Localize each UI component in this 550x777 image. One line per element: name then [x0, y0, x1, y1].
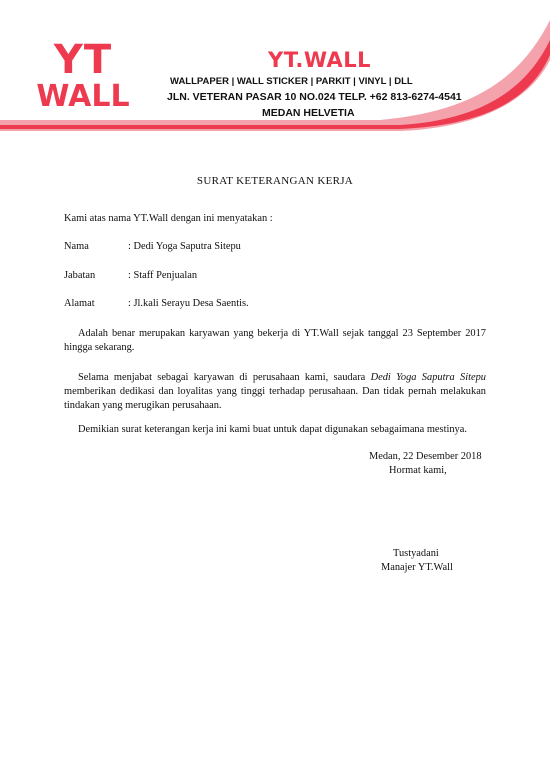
paragraph-dedication	[64, 371, 486, 413]
logo-text-bottom: WALL	[36, 79, 130, 114]
field-label: Jabatan	[64, 270, 96, 281]
company-logo	[30, 37, 136, 118]
field-row-address	[64, 298, 249, 309]
letter-date: Medan, 22 Desember 2018	[369, 451, 482, 462]
company-city: MEDAN HELVETIA	[262, 107, 355, 119]
logo-text-top: YT	[53, 37, 113, 83]
field-value: : Dedi Yoga Saputra Sitepu	[128, 241, 241, 252]
field-value: : Staff Penjualan	[128, 270, 198, 281]
field-row-position	[64, 270, 197, 281]
paragraph-text: Selama menjabat sebagai karyawan di perusahaan kami, saudara	[78, 372, 371, 383]
signer-role: Manajer YT.Wall	[381, 562, 453, 573]
field-row-name	[64, 241, 241, 252]
field-label: Nama	[64, 241, 89, 252]
field-value: : Jl.kali Serayu Desa Saentis.	[128, 298, 249, 309]
employee-name-italic: Dedi Yoga Saputra Sitepu	[370, 372, 486, 383]
company-tagline: WALLPAPER | WALL STICKER | PARKIT | VINYL | DLL	[170, 76, 413, 87]
paragraph-employment: Adalah benar merupakan karyawan yang bekerja di YT.Wall sejak tanggal 23 September 2017 hingga sekarang.	[64, 328, 486, 353]
letter-greeting: Hormat kami,	[389, 465, 447, 476]
signer-name: Tustyadani	[393, 548, 439, 559]
letter-intro: Kami atas nama YT.Wall dengan ini menyatakan :	[64, 213, 273, 224]
brand-name: YT.WALL	[268, 48, 372, 72]
paragraph-closing: Demikian surat keterangan kerja ini kami buat untuk dapat digunakan sebagaimana mestinya.	[78, 424, 467, 435]
company-address: JLN. VETERAN PASAR 10 NO.024 TELP. +62 813-6274-4541	[167, 91, 462, 103]
field-label: Alamat	[64, 298, 95, 309]
paragraph-text: memberikan dedikasi dan loyalitas yang tinggi terhadap perusahaan. Dan tidak pernah melakukan tindakan yang merugikan perusahaan.	[64, 386, 486, 411]
letter-title: SURAT KETERANGAN KERJA	[196, 175, 354, 187]
